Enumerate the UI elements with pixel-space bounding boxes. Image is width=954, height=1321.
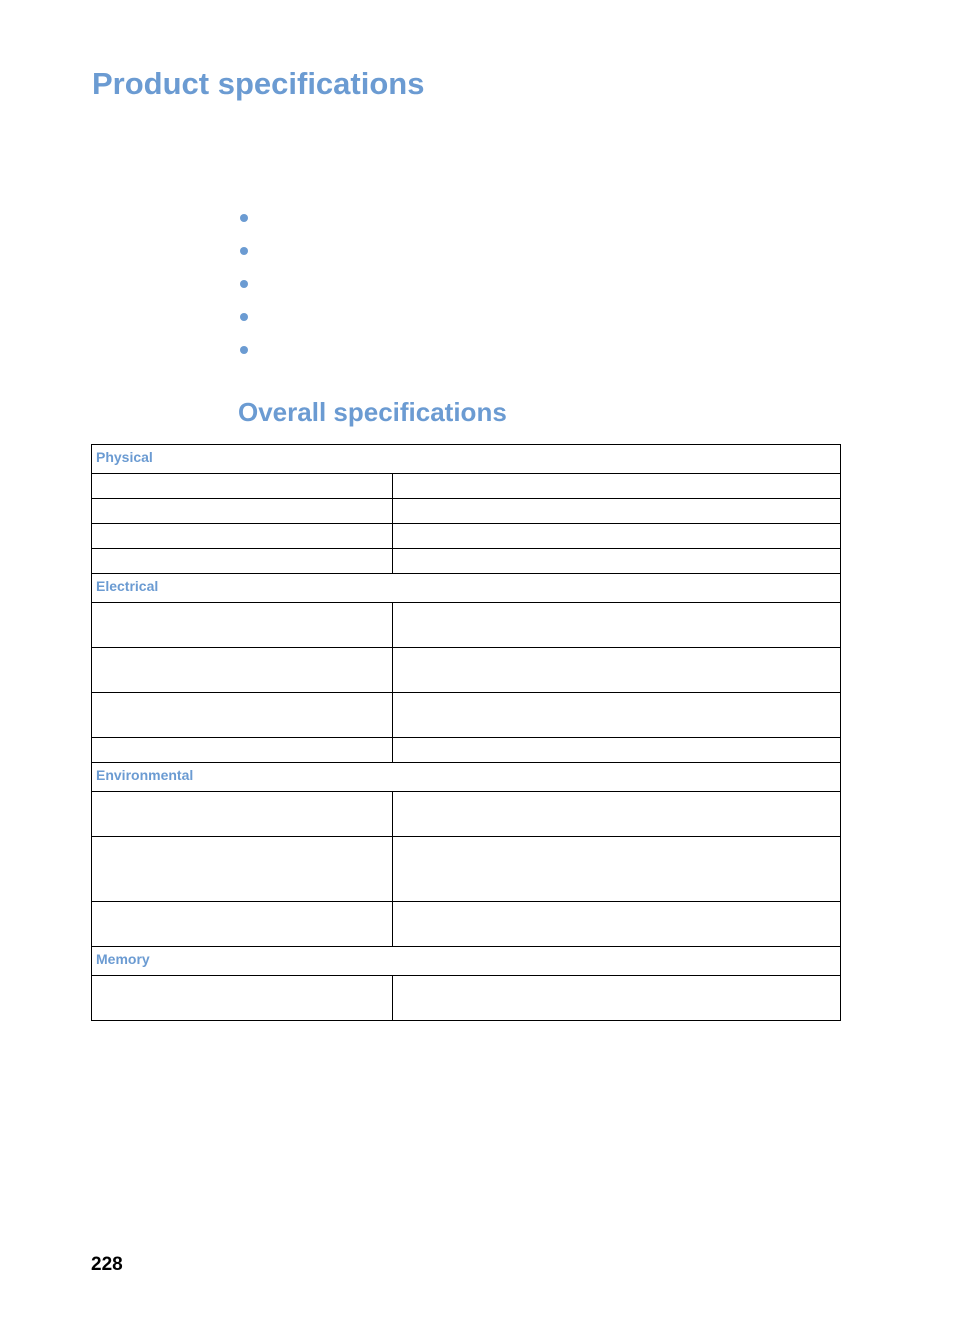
group-header-memory: Memory <box>92 947 841 976</box>
table-cell <box>393 693 841 738</box>
table-cell <box>393 499 841 524</box>
bullet-dot-icon <box>240 280 248 288</box>
bullet-dot-icon <box>240 214 248 222</box>
table-cell <box>92 902 393 947</box>
table-row <box>92 549 841 574</box>
table-cell <box>92 837 393 902</box>
table-cell <box>393 976 841 1021</box>
table-cell <box>92 524 393 549</box>
table-cell <box>92 738 393 763</box>
group-row-memory <box>92 947 841 976</box>
table-row <box>92 976 841 1021</box>
table-cell <box>393 474 841 499</box>
table-cell <box>92 603 393 648</box>
table-cell <box>92 693 393 738</box>
section-title: Overall specifications <box>238 397 507 427</box>
page-title: Product specifications <box>92 66 425 101</box>
table-row <box>92 648 841 693</box>
group-header-electrical: Electrical <box>92 574 841 603</box>
group-header-physical: Physical <box>92 445 841 474</box>
table-cell <box>393 549 841 574</box>
table-row <box>92 792 841 837</box>
table-row <box>92 693 841 738</box>
group-header-environmental: Environmental <box>92 763 841 792</box>
table-cell <box>393 738 841 763</box>
table-cell <box>393 902 841 947</box>
bullet-dot-icon <box>240 247 248 255</box>
table-cell <box>393 837 841 902</box>
table-row <box>92 902 841 947</box>
table-cell <box>92 976 393 1021</box>
table-cell <box>393 648 841 693</box>
table-row <box>92 603 841 648</box>
table-cell <box>393 792 841 837</box>
table-cell <box>393 603 841 648</box>
table-row <box>92 474 841 499</box>
group-row-physical <box>92 445 841 474</box>
bullet-dot-icon <box>240 313 248 321</box>
table-row <box>92 524 841 549</box>
group-row-environmental <box>92 763 841 792</box>
table-cell <box>92 549 393 574</box>
page-number: 228 <box>91 1254 123 1275</box>
table-row <box>92 837 841 902</box>
table-row <box>92 499 841 524</box>
table-cell <box>92 648 393 693</box>
table-cell <box>92 499 393 524</box>
table-cell <box>393 524 841 549</box>
table-row <box>92 738 841 763</box>
bullet-dot-icon <box>240 346 248 354</box>
group-row-electrical <box>92 574 841 603</box>
table-cell <box>92 474 393 499</box>
table-cell <box>92 792 393 837</box>
spec-table <box>91 444 841 1021</box>
